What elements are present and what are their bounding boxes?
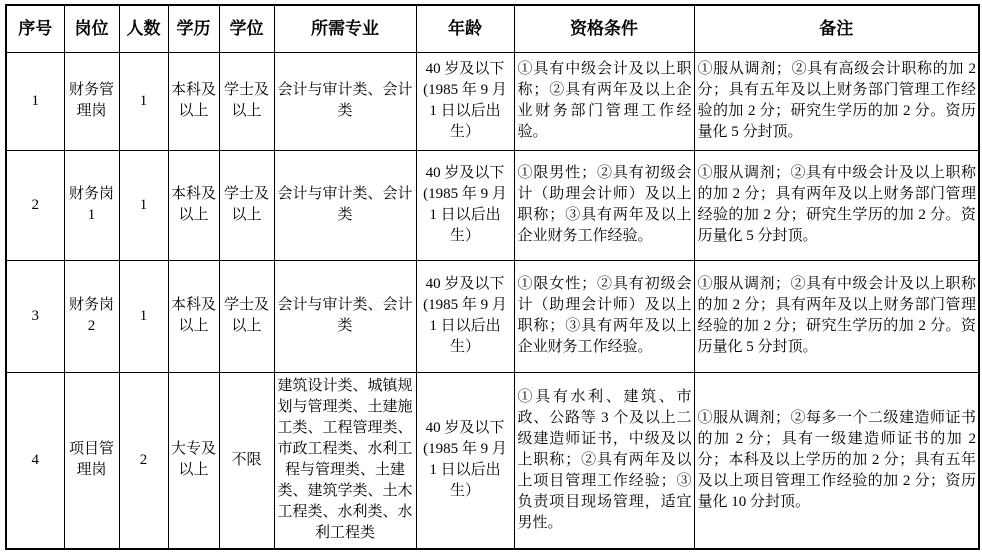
- cell-post: 项目管理岗: [64, 372, 119, 549]
- cell-no: 4: [6, 372, 64, 549]
- cell-qualification: ①限男性；②具有初级会计（助理会计师）及以上职称；③具有两年及以上企业财务工作经验。: [514, 150, 694, 260]
- cell-education: 本科及以上: [168, 260, 219, 372]
- table-row: [6, 372, 979, 549]
- header-count: 人数: [119, 5, 168, 52]
- recruitment-table: [5, 4, 980, 550]
- header-no: 序号: [6, 5, 64, 52]
- cell-degree: 学士及以上: [219, 150, 274, 260]
- cell-post: 财务岗2: [64, 260, 119, 372]
- cell-education: 本科及以上: [168, 150, 219, 260]
- cell-age: 40 岁及以下(1985 年 9 月 1 日以后出生）: [416, 260, 514, 372]
- table-row: [6, 260, 979, 372]
- cell-count: 1: [119, 52, 168, 150]
- cell-major: 建筑设计类、城镇规划与管理类、土建施工类、工程管理类、市政工程类、水利工程与管理类、土建类、建筑学类、土木工程类、水利类、水利工程类: [274, 372, 416, 549]
- table-row: [6, 150, 979, 260]
- header-education: 学历: [168, 5, 219, 52]
- header-degree: 学位: [219, 5, 274, 52]
- cell-count: 2: [119, 372, 168, 549]
- cell-count: 1: [119, 150, 168, 260]
- cell-age: 40 岁及以下(1985 年 9 月 1 日以后出生）: [416, 150, 514, 260]
- cell-major: 会计与审计类、会计类: [274, 52, 416, 150]
- cell-no: 1: [6, 52, 64, 150]
- cell-count: 1: [119, 260, 168, 372]
- cell-remark: ①服从调剂；②具有中级会计及以上职称的加 2 分；具有两年及以上财务部门管理经验的加 2 分；研究生学历的加 2 分。资历量化 5 分封顶。: [694, 260, 979, 372]
- table-row: [6, 52, 979, 150]
- cell-qualification: ①具有中级会计及以上职称；②具有两年及以上企业财务部门管理工作经验。: [514, 52, 694, 150]
- cell-education: 大专及以上: [168, 372, 219, 549]
- cell-qualification: ①限女性；②具有初级会计（助理会计师）及以上职称；③具有两年及以上企业财务工作经验。: [514, 260, 694, 372]
- cell-degree: 学士及以上: [219, 52, 274, 150]
- cell-major: 会计与审计类、会计类: [274, 150, 416, 260]
- cell-degree: 不限: [219, 372, 274, 549]
- header-row: [6, 5, 979, 52]
- header-post: 岗位: [64, 5, 119, 52]
- cell-post: 财务管理岗: [64, 52, 119, 150]
- header-age: 年龄: [416, 5, 514, 52]
- cell-no: 3: [6, 260, 64, 372]
- cell-post: 财务岗1: [64, 150, 119, 260]
- cell-major: 会计与审计类、会计类: [274, 260, 416, 372]
- cell-no: 2: [6, 150, 64, 260]
- cell-education: 本科及以上: [168, 52, 219, 150]
- cell-age: 40 岁及以下(1985 年 9 月 1 日以后出生）: [416, 52, 514, 150]
- cell-remark: ①服从调剂；②具有高级会计职称的加 2 分；具有五年及以上财务部门管理工作经验的加 2 分；研究生学历的加 2 分。资历量化 5 分封顶。: [694, 52, 979, 150]
- cell-remark: ①服从调剂；②每多一个二级建造师证书的加 2 分；具有一级建造师证书的加 2 分；本科及以上学历的加 2 分；具有五年及以上项目管理工作经验的加 2 分；资历量化 10 分封顶。: [694, 372, 979, 549]
- cell-degree: 学士及以上: [219, 260, 274, 372]
- cell-qualification: ①具有水利、建筑、市政、公路等 3 个及以上二级建造师证书，中级及以上职称；②具有两年及以上项目管理工作经验；③负责项目现场管理，适宜男性。: [514, 372, 694, 549]
- header-qualification: 资格条件: [514, 5, 694, 52]
- cell-remark: ①服从调剂；②具有中级会计及以上职称的加 2 分；具有两年及以上财务部门管理经验的加 2 分；研究生学历的加 2 分。资历量化 5 分封顶。: [694, 150, 979, 260]
- header-major: 所需专业: [274, 5, 416, 52]
- cell-age: 40 岁及以下(1985 年 9 月 1 日以后出生）: [416, 372, 514, 549]
- header-remark: 备注: [694, 5, 979, 52]
